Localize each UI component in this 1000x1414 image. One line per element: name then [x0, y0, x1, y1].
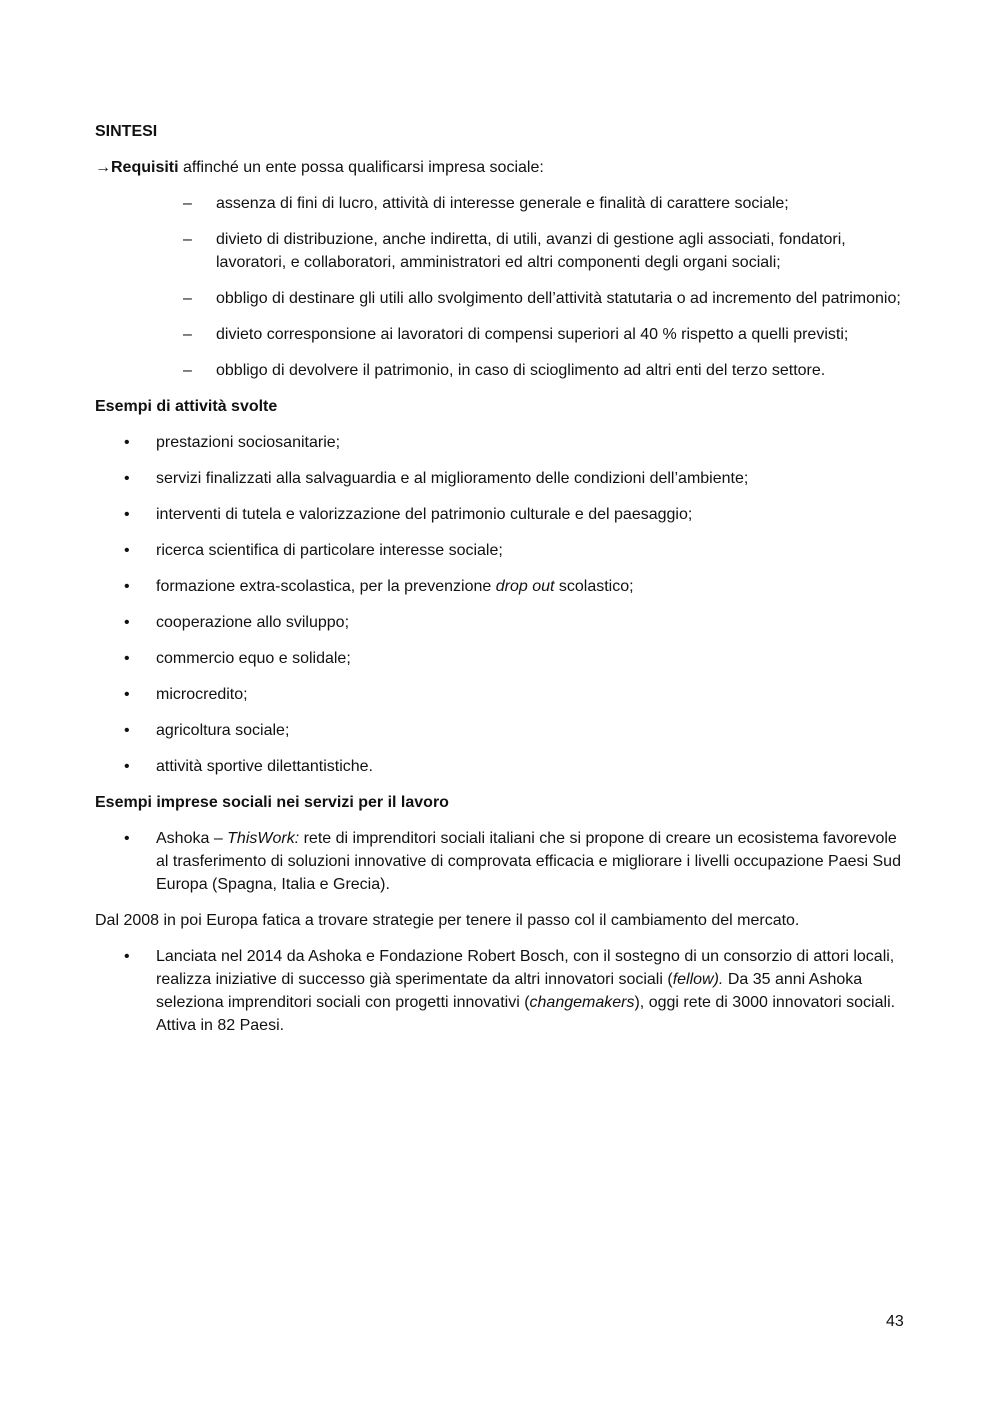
page-number: 43: [886, 1313, 904, 1330]
requisiti-intro: [95, 156, 905, 179]
list-item-text: formazione extra-scolastica, per la prevenzione: [156, 578, 496, 595]
list-item-text: scolastico;: [554, 578, 634, 595]
list-item-text: agricoltura sociale;: [156, 722, 290, 739]
bullet-marker: •: [124, 578, 130, 595]
list-item: [95, 467, 905, 490]
list-item: [95, 228, 905, 274]
bullet-marker: •: [124, 542, 130, 559]
bullet-marker: •: [124, 506, 130, 523]
list-item: [95, 683, 905, 706]
list-item: [95, 431, 905, 454]
list-item-text: Ashoka –: [156, 830, 228, 847]
dash-marker: –: [183, 231, 192, 248]
bullet-marker: •: [124, 722, 130, 739]
list-item: [95, 945, 905, 1037]
list-item: [95, 539, 905, 562]
bullet-marker: •: [124, 650, 130, 667]
arrow-icon: →: [95, 159, 111, 176]
list-item-text: rete di imprenditori sociali italiani che si propone di creare un ecosistema favorevole al trasferimento di soluzioni innovative di comprovata efficacia e migliorare i livelli occupazione Paesi Sud Europa (Spagna, Italia e Grecia).: [156, 830, 901, 893]
list-item: [95, 647, 905, 670]
list-item-text: divieto corresponsione ai lavoratori di compensi superiori al 40 % rispetto a quelli previsti;: [216, 326, 849, 343]
list-item-text: ), oggi rete di 3000 innovatori sociali. Attiva in 82 Paesi.: [156, 994, 896, 1034]
requisiti-text: affinché un ente possa qualificarsi impresa sociale:: [178, 159, 544, 176]
imprese-list-1: [95, 827, 905, 896]
list-item-text: attività sportive dilettantistiche.: [156, 758, 373, 775]
list-item: [95, 359, 905, 382]
list-item-text: obbligo di destinare gli utili allo svolgimento dell’attività statutaria o ad incremento del patrimonio;: [216, 290, 901, 307]
list-item-text: divieto di distribuzione, anche indiretta, di utili, avanzi di gestione agli associati, fondatori, lavoratori, e collaboratori, amministratori ed altri componenti degli organi sociali;: [216, 231, 846, 271]
list-item-text: ricerca scientifica di particolare interesse sociale;: [156, 542, 503, 559]
list-item: [95, 323, 905, 346]
dash-marker: –: [183, 326, 192, 343]
bullet-marker: •: [124, 686, 130, 703]
list-item: [95, 192, 905, 215]
list-item: [95, 611, 905, 634]
bullet-marker: •: [124, 614, 130, 631]
section-heading-imprese: Esempi imprese sociali nei servizi per il lavoro: [95, 794, 449, 811]
list-item-text: microcredito;: [156, 686, 248, 703]
list-item: [95, 719, 905, 742]
bullet-marker: •: [124, 470, 130, 487]
italic-term: fellow).: [672, 971, 724, 988]
requisiti-list: [95, 192, 905, 382]
italic-term: changemakers: [529, 994, 635, 1011]
imprese-list-2: [95, 945, 905, 1037]
list-item-text: assenza di fini di lucro, attività di interesse generale e finalità di carattere sociale;: [216, 195, 789, 212]
italic-term: drop out: [495, 578, 555, 595]
list-item-text: commercio equo e solidale;: [156, 650, 351, 667]
list-item-text: obbligo di devolvere il patrimonio, in caso di scioglimento ad altri enti del terzo settore.: [216, 362, 826, 379]
list-item-text: cooperazione allo sviluppo;: [156, 614, 350, 631]
bullet-marker: •: [124, 830, 130, 847]
bullet-marker: •: [124, 434, 130, 451]
list-item: [95, 827, 905, 896]
list-item-text: prestazioni sociosanitarie;: [156, 434, 341, 451]
list-item-text: Lanciata nel 2014 da Ashoka e Fondazione Robert Bosch, con il sostegno di un consorzio di attori locali, realizza iniziative di successo già sperimentate da altri innovatori sociali (: [156, 948, 895, 988]
list-item: [95, 575, 905, 598]
italic-term: ThisWork:: [227, 830, 300, 847]
list-item-text: interventi di tutela e valorizzazione del patrimonio culturale e del paesaggio;: [156, 506, 693, 523]
body-paragraph: Dal 2008 in poi Europa fatica a trovare strategie per tenere il passo col il cambiamento del mercato.: [95, 912, 800, 929]
requisiti-label: Requisiti: [111, 159, 179, 176]
bullet-marker: •: [124, 948, 130, 965]
dash-marker: –: [183, 290, 192, 307]
list-item: [95, 503, 905, 526]
document-page: [95, 120, 905, 1050]
dash-marker: –: [183, 195, 192, 212]
list-item: [95, 755, 905, 778]
list-item-text: servizi finalizzati alla salvaguardia e al miglioramento delle condizioni dell’ambiente;: [156, 470, 749, 487]
section-heading-attivita: Esempi di attività svolte: [95, 398, 278, 415]
attivita-list: [95, 431, 905, 778]
dash-marker: –: [183, 362, 192, 379]
list-item-text: Da 35 anni Ashoka seleziona imprenditori sociali con progetti innovativi (: [156, 971, 863, 1011]
bullet-marker: •: [124, 758, 130, 775]
list-item: [95, 287, 905, 310]
page-title: SINTESI: [95, 123, 158, 140]
